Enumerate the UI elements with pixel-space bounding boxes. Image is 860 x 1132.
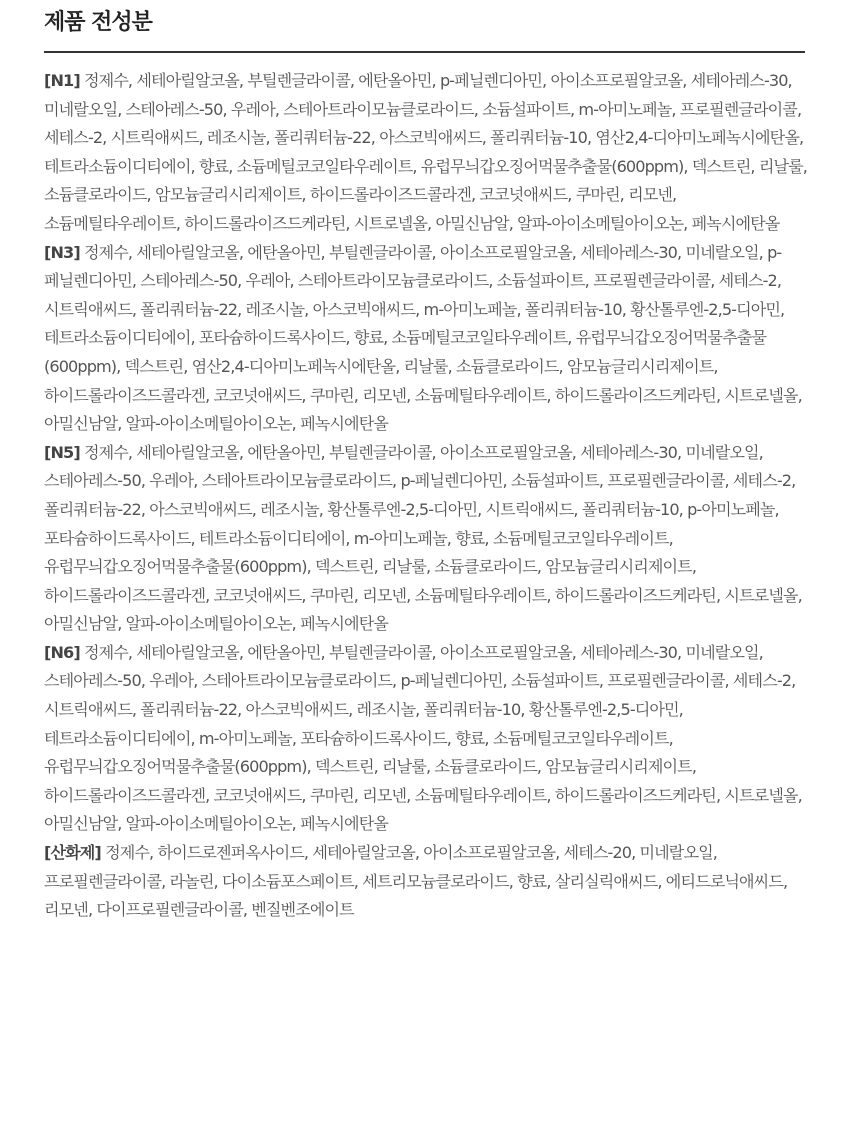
entry-tag-n1: [N1] [44, 71, 80, 90]
entry-text-n3: 정제수, 세테아릴알코올, 에탄올아민, 부틸렌글라이콜, 아이소프로필알코올, 세테아레스-30, 미네랄오일, p-페닐렌디아민, 스테아레스-50, 우레아, 스테아트라이모늄클로라이드, 소듐설파이트, 프로필렌글라이콜, 세테스-2, 시트릭애씨드, 폴리쿼터늄-22, 레조시놀, 아스코빅애씨드, m-아미노페놀, 폴리쿼터늄-10, 황산톨루엔-2,5-디아민, 테트라소듐이디티에이, 포타슘하이드록사이드, 향료, 소듐메틸코코일타우레이트, 유럽무늬갑오징어먹물추출물(600ppm), 덱스트린, 염산2,4-디아미노페녹시에탄올, 리날룰, 소듐클로라이드, 암모늄글리시리제이트, 하이드롤라이즈드콜라겐, 코코넛애씨드, 쿠마린, 리모넨, 소듐메틸타우레이트, 하이드롤라이즈드케라틴, 시트로넬올, 아밀신남알, 알파-아이소메틸아이오논, 페녹시에탄올 [44, 242, 802, 434]
entry-text-n6: 정제수, 세테아릴알코올, 에탄올아민, 부틸렌글라이콜, 아이소프로필알코올, 세테아레스-30, 미네랄오일, 스테아레스-50, 우레아, 스테아트라이모늄클로라이드, p-페닐렌디아민, 소듐설파이트, 프로필렌글라이콜, 세테스-2, 시트릭애씨드, 폴리쿼터늄-22, 아스코빅애씨드, 레조시놀, 폴리쿼터늄-10, 황산톨루엔-2,5-디아민, 테트라소듐이디티에이, m-아미노페놀, 포타슘하이드록사이드, 향료, 소듐메틸코코일타우레이트, 유럽무늬갑오징어먹물추출물(600ppm), 덱스트린, 리날룰, 소듐클로라이드, 암모늄글리시리제이트, 하이드롤라이즈드콜라겐, 코코넛애씨드, 쿠마린, 리모넨, 소듐메틸타우레이트, 하이드롤라이즈드케라틴, 시트로넬올, 아밀신남알, 알파-아이소메틸아이오논, 페녹시에탄올 [44, 642, 802, 834]
page-title: 제품 전성분 [44, 10, 152, 35]
ingredient-entry-n6 [44, 639, 812, 839]
entry-text-oxidizer: 정제수, 하이드로젠퍼옥사이드, 세테아릴알코올, 아이소프로필알코올, 세테스-20, 미네랄오일, 프로필렌글라이콜, 라놀린, 다이소듐포스페이트, 세트리모늄클로라이드, 향료, 살리실릭애씨드, 에티드로닉애씨드, 리모넨, 다이프로필렌글라이콜, 벤질벤조에이트 [44, 843, 788, 920]
entry-tag-oxidizer: [산화제] [44, 843, 101, 863]
entry-text-n1: 정제수, 세테아릴알코올, 부틸렌글라이콜, 에탄올아민, p-페닐렌디아민, 아이소프로필알코올, 세테아레스-30, 미네랄오일, 스테아레스-50, 우레아, 스테아트라이모늄클로라이드, 소듐설파이트, m-아미노페놀, 프로필렌글라이콜, 세테스-2, 시트릭애씨드, 레조시놀, 폴리쿼터늄-22, 아스코빅애씨드, 폴리쿼터늄-10, 염산2,4-디아미노페녹시에탄올, 테트라소듐이디티에이, 향료, 소듐메틸코코일타우레이트, 유럽무늬갑오징어먹물추출물(600ppm), 덱스트린, 리날룰, 소듐클로라이드, 암모늄글리시리제이트, 하이드롤라이즈드콜라겐, 코코넛애씨드, 쿠마린, 리모넨, 소듐메틸타우레이트, 하이드롤라이즈드케라틴, 시트로넬올, 아밀신남알, 알파-아이소메틸아이오논, 페녹시에탄올 [44, 71, 808, 233]
ingredient-entry-n3 [44, 239, 812, 439]
entry-tag-n3: [N3] [44, 242, 80, 262]
ingredient-entry-oxidizer [44, 839, 812, 925]
ingredient-entry-n5 [44, 439, 812, 639]
ingredients-section [44, 0, 812, 925]
entry-text-n5: 정제수, 세테아릴알코올, 에탄올아민, 부틸렌글라이콜, 아이소프로필알코올, 세테아레스-30, 미네랄오일, 스테아레스-50, 우레아, 스테아트라이모늄클로라이드, p-페닐렌디아민, 소듐설파이트, 프로필렌글라이콜, 세테스-2, 폴리쿼터늄-22, 아스코빅애씨드, 레조시놀, 황산톨루엔-2,5-디아민, 시트릭애씨드, 폴리쿼터늄-10, p-아미노페놀, 포타슘하이드록사이드, 테트라소듐이디티에이, m-아미노페놀, 향료, 소듐메틸코코일타우레이트, 유럽무늬갑오징어먹물추출물(600ppm), 덱스트린, 리날룰, 소듐클로라이드, 암모늄글리시리제이트, 하이드롤라이즈드콜라겐, 코코넛애씨드, 쿠마린, 리모넨, 소듐메틸타우레이트, 하이드롤라이즈드케라틴, 시트로넬올, 아밀신남알, 알파-아이소메틸아이오논, 페녹시에탄올 [44, 442, 802, 634]
entry-tag-n5: [N5] [44, 442, 80, 462]
title-divider [44, 51, 805, 53]
entry-tag-n6: [N6] [44, 642, 80, 662]
ingredient-entry-n1 [44, 67, 812, 239]
ingredient-list [44, 67, 812, 925]
